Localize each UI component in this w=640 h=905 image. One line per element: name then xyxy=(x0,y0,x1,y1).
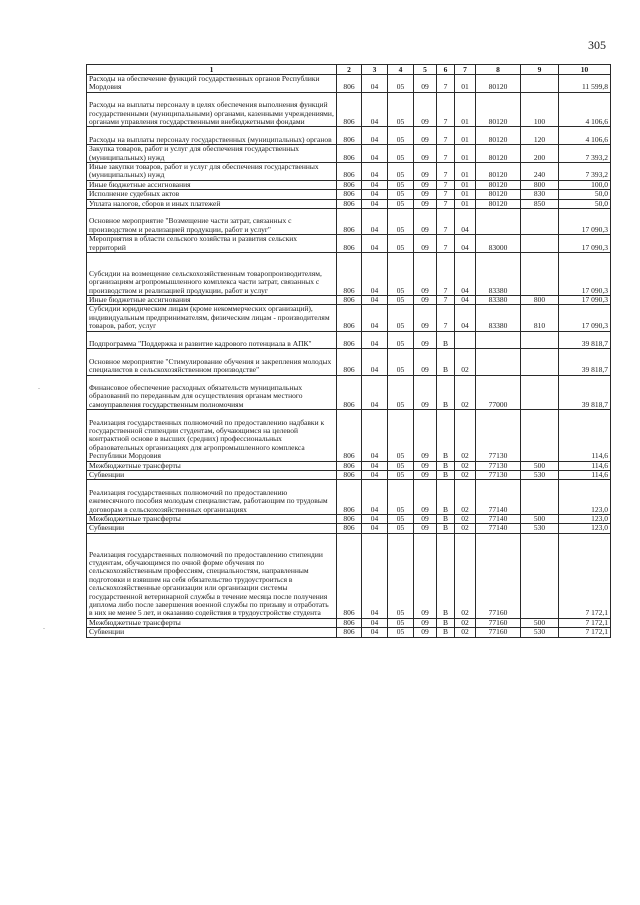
ministry-code-cell: 806 xyxy=(337,209,362,235)
direction-cell: 83380 xyxy=(476,253,521,296)
direction-cell xyxy=(476,349,521,375)
expense-type-cell: 530 xyxy=(521,628,559,637)
column-header: 10 xyxy=(559,65,611,75)
activity-cell: 02 xyxy=(455,524,476,533)
direction-cell: 77140 xyxy=(476,524,521,533)
ministry-code-cell: 806 xyxy=(337,461,362,470)
ministry-code-cell: 806 xyxy=(337,480,362,515)
amount-cell: 17 090,3 xyxy=(559,296,611,305)
amount-cell: 11 599,8 xyxy=(559,75,611,93)
amount-cell: 50,0 xyxy=(559,190,611,199)
program-cell: 09 xyxy=(414,618,437,627)
activity-cell: 01 xyxy=(455,190,476,199)
subprogram-cell: 7 xyxy=(437,305,455,331)
table-row xyxy=(87,180,611,189)
column-header: 9 xyxy=(521,65,559,75)
item-name-cell: Расходы на выплаты персоналу в целях обеспечения выполнения функций государственными (муниципальными) органами, казенными учреждениями, органами управления государственными внебюджетными фондами xyxy=(87,92,337,127)
program-cell: 09 xyxy=(414,331,437,349)
amount-cell: 123,0 xyxy=(559,515,611,524)
activity-cell: 01 xyxy=(455,163,476,181)
activity-cell xyxy=(455,331,476,349)
subsection-cell: 05 xyxy=(388,480,414,515)
subprogram-cell: В xyxy=(437,480,455,515)
expense-type-cell xyxy=(521,480,559,515)
subprogram-cell: В xyxy=(437,331,455,349)
amount-cell: 17 090,3 xyxy=(559,235,611,253)
expense-type-cell: 500 xyxy=(521,515,559,524)
expense-type-cell xyxy=(521,75,559,93)
expense-type-cell: 830 xyxy=(521,190,559,199)
subprogram-cell: В xyxy=(437,524,455,533)
subsection-cell: 05 xyxy=(388,253,414,296)
expense-type-cell: 200 xyxy=(521,145,559,163)
table-row xyxy=(87,163,611,181)
ministry-code-cell: 806 xyxy=(337,163,362,181)
table-row xyxy=(87,199,611,208)
ministry-code-cell: 806 xyxy=(337,533,362,618)
direction-cell: 77160 xyxy=(476,618,521,627)
subsection-cell: 05 xyxy=(388,296,414,305)
subprogram-cell: В xyxy=(437,349,455,375)
direction-cell: 83380 xyxy=(476,305,521,331)
page-number: 305 xyxy=(588,38,606,52)
amount-cell: 7 172,1 xyxy=(559,533,611,618)
activity-cell: 01 xyxy=(455,199,476,208)
section-cell: 04 xyxy=(362,199,388,208)
program-cell: 09 xyxy=(414,296,437,305)
table-row xyxy=(87,305,611,331)
activity-cell: 02 xyxy=(455,461,476,470)
direction-cell: 77160 xyxy=(476,628,521,637)
item-name-cell: Субсидии юридическим лицам (кроме некоммерческих организаций), индивидуальным предпринимателям, физическим лицам - производителям товаров, работ, услуг xyxy=(87,305,337,331)
item-name-cell: Межбюджетные трансферты xyxy=(87,515,337,524)
program-cell: 09 xyxy=(414,480,437,515)
section-cell: 04 xyxy=(362,461,388,470)
program-cell: 09 xyxy=(414,235,437,253)
section-cell: 04 xyxy=(362,145,388,163)
table-header-row xyxy=(87,65,611,75)
subsection-cell: 05 xyxy=(388,533,414,618)
table-row xyxy=(87,375,611,410)
expense-type-cell: 500 xyxy=(521,461,559,470)
item-name-cell: Реализация государственных полномочий по предоставлению стипендии студентам, обучающимся по очной форме обучения по сельскохозяйственным профессиям, специальностям, направленным подготовки и взявшим на себя обязательство трудоустроиться в сельскохозяйственные организации или организации системы государственной ветеринарной службы в течение месяца после получения диплома либо после завершения военной службы по призыву и отработать в них не менее 5 лет, и оказанию содействия в трудоустройстве студента xyxy=(87,533,337,618)
section-cell: 04 xyxy=(362,163,388,181)
scan-dot-mark: . xyxy=(38,382,40,391)
item-name-cell: Субсидии на возмещение сельскохозяйственным товаропроизводителям, организациям агропромышленного комплекса части затрат, связанных с производством и реализацией продукции, работ и услуг xyxy=(87,253,337,296)
section-cell: 04 xyxy=(362,628,388,637)
program-cell: 09 xyxy=(414,127,437,145)
table-row xyxy=(87,296,611,305)
subsection-cell: 05 xyxy=(388,209,414,235)
subsection-cell: 05 xyxy=(388,515,414,524)
expense-type-cell: 100 xyxy=(521,92,559,127)
column-header: 3 xyxy=(362,65,388,75)
table-row xyxy=(87,127,611,145)
section-cell: 04 xyxy=(362,618,388,627)
item-name-cell: Иные закупки товаров, работ и услуг для обеспечения государственных (муниципальных) нужд xyxy=(87,163,337,181)
column-header: 4 xyxy=(388,65,414,75)
budget-table xyxy=(86,64,611,638)
program-cell: 09 xyxy=(414,349,437,375)
section-cell: 04 xyxy=(362,209,388,235)
section-cell: 04 xyxy=(362,349,388,375)
ministry-code-cell: 806 xyxy=(337,92,362,127)
amount-cell: 39 818,7 xyxy=(559,349,611,375)
amount-cell: 114,6 xyxy=(559,410,611,461)
ministry-code-cell: 806 xyxy=(337,145,362,163)
subsection-cell: 05 xyxy=(388,331,414,349)
activity-cell: 02 xyxy=(455,533,476,618)
item-name-cell: Иные бюджетные ассигнования xyxy=(87,180,337,189)
item-name-cell: Межбюджетные трансферты xyxy=(87,618,337,627)
direction-cell: 80120 xyxy=(476,75,521,93)
item-name-cell: Подпрограмма "Поддержка и развитие кадрового потенциала в АПК" xyxy=(87,331,337,349)
section-cell: 04 xyxy=(362,127,388,145)
direction-cell: 77160 xyxy=(476,533,521,618)
direction-cell: 77130 xyxy=(476,410,521,461)
subsection-cell: 05 xyxy=(388,461,414,470)
subsection-cell: 05 xyxy=(388,410,414,461)
subsection-cell: 05 xyxy=(388,349,414,375)
item-name-cell: Субвенции xyxy=(87,471,337,480)
subprogram-cell: В xyxy=(437,515,455,524)
subprogram-cell: 7 xyxy=(437,190,455,199)
subprogram-cell: 7 xyxy=(437,92,455,127)
subsection-cell: 05 xyxy=(388,199,414,208)
section-cell: 04 xyxy=(362,331,388,349)
program-cell: 09 xyxy=(414,199,437,208)
ministry-code-cell: 806 xyxy=(337,180,362,189)
section-cell: 04 xyxy=(362,296,388,305)
item-name-cell: Финансовое обеспечение расходных обязательств муниципальных образований по переданным для осуществления органам местного самоуправления государственным полномочиям xyxy=(87,375,337,410)
subprogram-cell: 7 xyxy=(437,145,455,163)
subprogram-cell: 7 xyxy=(437,127,455,145)
table-row xyxy=(87,410,611,461)
section-cell: 04 xyxy=(362,253,388,296)
column-header: 5 xyxy=(414,65,437,75)
direction-cell: 83380 xyxy=(476,296,521,305)
section-cell: 04 xyxy=(362,190,388,199)
ministry-code-cell: 806 xyxy=(337,75,362,93)
item-name-cell: Расходы на выплаты персоналу государственных (муниципальных) органов xyxy=(87,127,337,145)
amount-cell: 7 393,2 xyxy=(559,145,611,163)
activity-cell: 04 xyxy=(455,253,476,296)
table-row xyxy=(87,75,611,93)
program-cell: 09 xyxy=(414,410,437,461)
table-row xyxy=(87,209,611,235)
table-row xyxy=(87,331,611,349)
subprogram-cell: В xyxy=(437,618,455,627)
table-row xyxy=(87,235,611,253)
subprogram-cell: В xyxy=(437,471,455,480)
section-cell: 04 xyxy=(362,75,388,93)
program-cell: 09 xyxy=(414,375,437,410)
direction-cell: 80120 xyxy=(476,190,521,199)
table-row xyxy=(87,145,611,163)
program-cell: 09 xyxy=(414,524,437,533)
activity-cell: 02 xyxy=(455,349,476,375)
item-name-cell: Субвенции xyxy=(87,628,337,637)
ministry-code-cell: 806 xyxy=(337,524,362,533)
subprogram-cell: 7 xyxy=(437,296,455,305)
column-header: 2 xyxy=(337,65,362,75)
amount-cell: 7 172,1 xyxy=(559,628,611,637)
subsection-cell: 05 xyxy=(388,163,414,181)
direction-cell: 77140 xyxy=(476,480,521,515)
item-name-cell: Реализация государственных полномочий по предоставлению ежемесячного пособия молодым специалистам, работающим по трудовым договорам в сельскохозяйственных организациях xyxy=(87,480,337,515)
amount-cell: 123,0 xyxy=(559,524,611,533)
activity-cell: 04 xyxy=(455,235,476,253)
amount-cell: 17 090,3 xyxy=(559,305,611,331)
table-row xyxy=(87,533,611,618)
column-header: 1 xyxy=(87,65,337,75)
section-cell: 04 xyxy=(362,92,388,127)
item-name-cell: Уплата налогов, сборов и иных платежей xyxy=(87,199,337,208)
subsection-cell: 05 xyxy=(388,75,414,93)
expense-type-cell: 240 xyxy=(521,163,559,181)
subsection-cell: 05 xyxy=(388,127,414,145)
expense-type-cell xyxy=(521,349,559,375)
direction-cell: 80120 xyxy=(476,92,521,127)
program-cell: 09 xyxy=(414,305,437,331)
table-row xyxy=(87,628,611,637)
subsection-cell: 05 xyxy=(388,618,414,627)
column-header: 6 xyxy=(437,65,455,75)
expense-type-cell: 810 xyxy=(521,305,559,331)
subprogram-cell: 7 xyxy=(437,75,455,93)
program-cell: 09 xyxy=(414,253,437,296)
program-cell: 09 xyxy=(414,628,437,637)
activity-cell: 02 xyxy=(455,628,476,637)
ministry-code-cell: 806 xyxy=(337,190,362,199)
expense-type-cell: 530 xyxy=(521,524,559,533)
direction-cell: 77000 xyxy=(476,375,521,410)
activity-cell: 02 xyxy=(455,480,476,515)
expense-type-cell xyxy=(521,209,559,235)
table-row xyxy=(87,524,611,533)
subprogram-cell: 7 xyxy=(437,199,455,208)
amount-cell: 39 818,7 xyxy=(559,331,611,349)
activity-cell: 02 xyxy=(455,618,476,627)
amount-cell: 50,0 xyxy=(559,199,611,208)
column-header: 7 xyxy=(455,65,476,75)
table-row xyxy=(87,480,611,515)
direction-cell: 80120 xyxy=(476,145,521,163)
subprogram-cell: 7 xyxy=(437,163,455,181)
expense-type-cell xyxy=(521,253,559,296)
amount-cell: 7 172,1 xyxy=(559,618,611,627)
ministry-code-cell: 806 xyxy=(337,199,362,208)
table-row xyxy=(87,253,611,296)
direction-cell: 80120 xyxy=(476,199,521,208)
subprogram-cell: В xyxy=(437,461,455,470)
activity-cell: 01 xyxy=(455,75,476,93)
subprogram-cell: 7 xyxy=(437,253,455,296)
column-header: 8 xyxy=(476,65,521,75)
direction-cell xyxy=(476,209,521,235)
item-name-cell: Мероприятия в области сельского хозяйства и развития сельских территорий xyxy=(87,235,337,253)
section-cell: 04 xyxy=(362,471,388,480)
ministry-code-cell: 806 xyxy=(337,628,362,637)
expense-type-cell xyxy=(521,375,559,410)
subprogram-cell: В xyxy=(437,375,455,410)
amount-cell: 17 090,3 xyxy=(559,209,611,235)
section-cell: 04 xyxy=(362,305,388,331)
expense-type-cell: 530 xyxy=(521,471,559,480)
direction-cell: 77130 xyxy=(476,461,521,470)
section-cell: 04 xyxy=(362,235,388,253)
table-row xyxy=(87,461,611,470)
subsection-cell: 05 xyxy=(388,375,414,410)
ministry-code-cell: 806 xyxy=(337,305,362,331)
activity-cell: 02 xyxy=(455,515,476,524)
subprogram-cell: 7 xyxy=(437,209,455,235)
activity-cell: 04 xyxy=(455,296,476,305)
ministry-code-cell: 806 xyxy=(337,349,362,375)
direction-cell: 83000 xyxy=(476,235,521,253)
item-name-cell: Межбюджетные трансферты xyxy=(87,461,337,470)
table-row xyxy=(87,349,611,375)
subsection-cell: 05 xyxy=(388,235,414,253)
program-cell: 09 xyxy=(414,75,437,93)
program-cell: 09 xyxy=(414,92,437,127)
ministry-code-cell: 806 xyxy=(337,618,362,627)
section-cell: 04 xyxy=(362,410,388,461)
activity-cell: 01 xyxy=(455,92,476,127)
expense-type-cell: 800 xyxy=(521,180,559,189)
program-cell: 09 xyxy=(414,209,437,235)
item-name-cell: Субвенции xyxy=(87,524,337,533)
section-cell: 04 xyxy=(362,480,388,515)
ministry-code-cell: 806 xyxy=(337,410,362,461)
section-cell: 04 xyxy=(362,375,388,410)
direction-cell: 77130 xyxy=(476,471,521,480)
amount-cell: 17 090,3 xyxy=(559,253,611,296)
subsection-cell: 05 xyxy=(388,180,414,189)
activity-cell: 02 xyxy=(455,471,476,480)
ministry-code-cell: 806 xyxy=(337,471,362,480)
item-name-cell: Основное мероприятие "Возмещение части затрат, связанных с производством и реализацией продукции, работ и услуг" xyxy=(87,209,337,235)
ministry-code-cell: 806 xyxy=(337,253,362,296)
expense-type-cell xyxy=(521,533,559,618)
subsection-cell: 05 xyxy=(388,628,414,637)
amount-cell: 114,6 xyxy=(559,471,611,480)
table-row xyxy=(87,92,611,127)
activity-cell: 01 xyxy=(455,127,476,145)
subprogram-cell: 7 xyxy=(437,235,455,253)
activity-cell: 02 xyxy=(455,410,476,461)
amount-cell: 4 106,6 xyxy=(559,127,611,145)
expense-type-cell: 120 xyxy=(521,127,559,145)
direction-cell: 80120 xyxy=(476,163,521,181)
item-name-cell: Исполнение судебных актов xyxy=(87,190,337,199)
direction-cell xyxy=(476,331,521,349)
item-name-cell: Расходы на обеспечение функций государственных органов Республики Мордовия xyxy=(87,75,337,93)
subsection-cell: 05 xyxy=(388,190,414,199)
ministry-code-cell: 806 xyxy=(337,127,362,145)
subsection-cell: 05 xyxy=(388,305,414,331)
table-row xyxy=(87,618,611,627)
program-cell: 09 xyxy=(414,461,437,470)
subsection-cell: 05 xyxy=(388,145,414,163)
subprogram-cell: В xyxy=(437,533,455,618)
ministry-code-cell: 806 xyxy=(337,375,362,410)
section-cell: 04 xyxy=(362,524,388,533)
program-cell: 09 xyxy=(414,515,437,524)
expense-type-cell: 500 xyxy=(521,618,559,627)
program-cell: 09 xyxy=(414,190,437,199)
amount-cell: 39 818,7 xyxy=(559,375,611,410)
item-name-cell: Основное мероприятие "Стимулирование обучения и закрепления молодых специалистов в сельскохозяйственном производстве" xyxy=(87,349,337,375)
activity-cell: 04 xyxy=(455,305,476,331)
expense-type-cell: 800 xyxy=(521,296,559,305)
program-cell: 09 xyxy=(414,471,437,480)
subprogram-cell: 7 xyxy=(437,180,455,189)
program-cell: 09 xyxy=(414,163,437,181)
item-name-cell: Иные бюджетные ассигнования xyxy=(87,296,337,305)
table-body xyxy=(87,75,611,638)
section-cell: 04 xyxy=(362,533,388,618)
subprogram-cell: В xyxy=(437,410,455,461)
section-cell: 04 xyxy=(362,515,388,524)
subsection-cell: 05 xyxy=(388,92,414,127)
table-row xyxy=(87,190,611,199)
direction-cell: 80120 xyxy=(476,180,521,189)
item-name-cell: Закупка товаров, работ и услуг для обеспечения государственных (муниципальных) нужд xyxy=(87,145,337,163)
table-row xyxy=(87,515,611,524)
activity-cell: 01 xyxy=(455,180,476,189)
activity-cell: 01 xyxy=(455,145,476,163)
expense-type-cell xyxy=(521,331,559,349)
amount-cell: 123,0 xyxy=(559,480,611,515)
expense-type-cell xyxy=(521,235,559,253)
ministry-code-cell: 806 xyxy=(337,515,362,524)
subsection-cell: 05 xyxy=(388,524,414,533)
expense-type-cell: 850 xyxy=(521,199,559,208)
amount-cell: 100,0 xyxy=(559,180,611,189)
activity-cell: 02 xyxy=(455,375,476,410)
amount-cell: 4 106,6 xyxy=(559,92,611,127)
amount-cell: 7 393,2 xyxy=(559,163,611,181)
expense-type-cell xyxy=(521,410,559,461)
item-name-cell: Реализация государственных полномочий по предоставлению надбавки к государственной стипендии студентам, обучающимся на целевой контрактной основе в высших (средних) профессиональных образовательных организациях для агропромышленного комплекса Республики Мордовия xyxy=(87,410,337,461)
subprogram-cell: В xyxy=(437,628,455,637)
program-cell: 09 xyxy=(414,145,437,163)
amount-cell: 114,6 xyxy=(559,461,611,470)
section-cell: 04 xyxy=(362,180,388,189)
program-cell: 09 xyxy=(414,180,437,189)
table-row xyxy=(87,471,611,480)
direction-cell: 77140 xyxy=(476,515,521,524)
activity-cell: 04 xyxy=(455,209,476,235)
ministry-code-cell: 806 xyxy=(337,235,362,253)
ministry-code-cell: 806 xyxy=(337,331,362,349)
subsection-cell: 05 xyxy=(388,471,414,480)
ministry-code-cell: 806 xyxy=(337,296,362,305)
direction-cell: 80120 xyxy=(476,127,521,145)
scan-dot-mark: . xyxy=(43,622,45,631)
program-cell: 09 xyxy=(414,533,437,618)
